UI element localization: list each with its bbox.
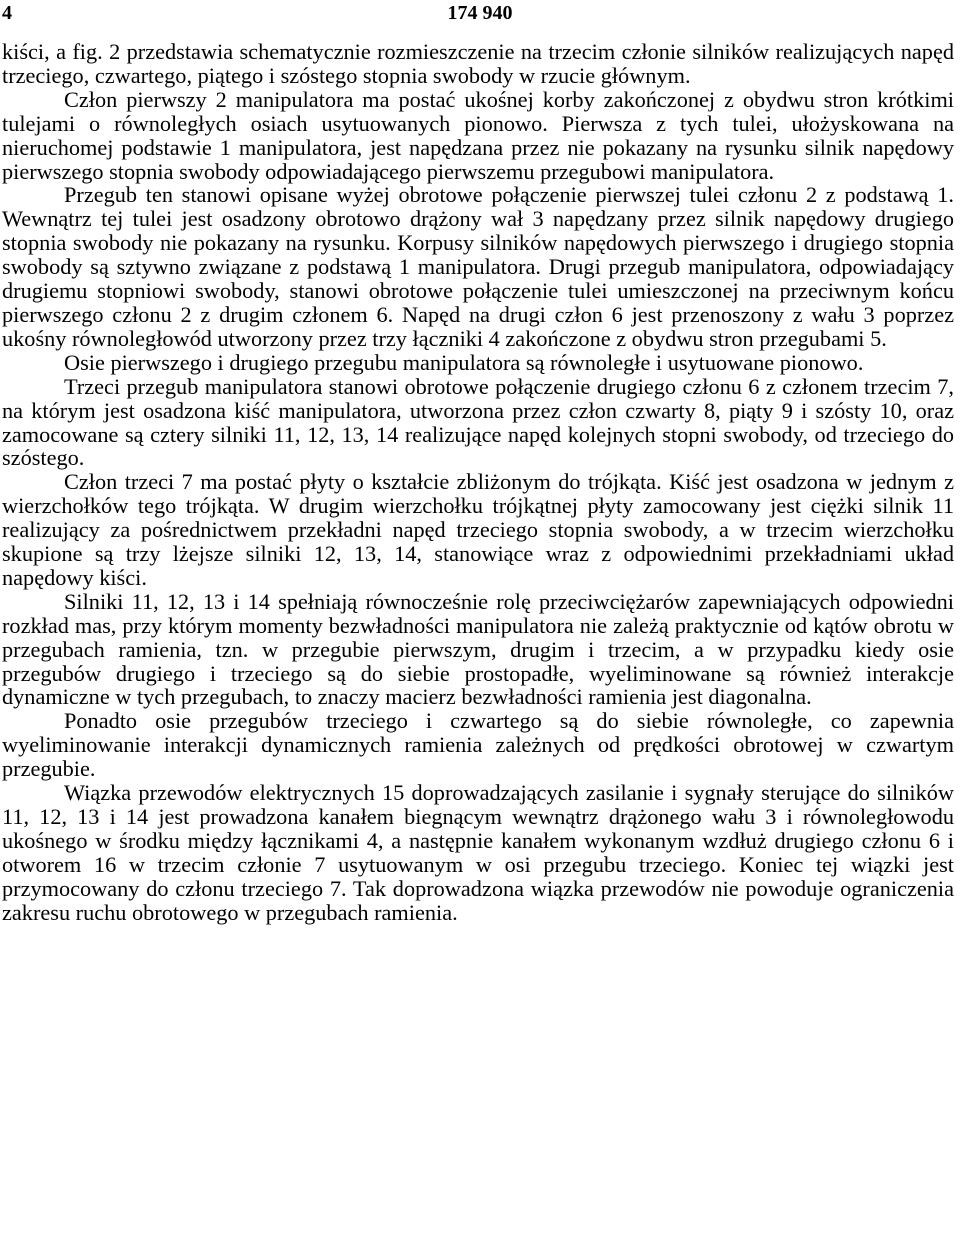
paragraph-2: Człon pierwszy 2 manipulatora ma postać ukośnej korby zakończonej z obydwu stron krótkimi tulejami o równoległych osiach usytuowanych pionowo. Pierwsza z tych tulei, ułożyskowana na nieruchomej podstawie 1 manipulatora, jest napędzana przez nie pokazany na rysunku silnik napędowy pierwszego stopnia swobody odpowiadającego pierwszemu przegubowi manipulatora.: [2, 86, 954, 184]
page-number: 4: [2, 2, 12, 24]
patent-number: 174 940: [447, 2, 513, 24]
paragraph-3: Przegub ten stanowi opisane wyżej obrotowe połączenie pierwszej tulei członu 2 z podstawą 1. Wewnątrz tej tulei jest osadzony obrotowo drążony wał 3 napędzany przez silnik napędowy drugiego stopnia swobody nie pokazany na rysunku. Korpusy silników napędowych pierwszego i drugiego stopnia swobody są sztywno związane z podstawą 1 manipulatora. Drugi przegub manipulatora, odpowiadający drugiemu stopniowi swobody, stanowi obrotowe połączenie tulei umieszczonej na przeciwnym końcu pierwszego członu 2 z drugim członem 6. Napęd na drugi człon 6 jest przenoszony z wału 3 poprzez ukośny równoległowód utworzony przez trzy łączniki 4 zakończone z obydwu stron przegubami 5.: [2, 182, 954, 351]
paragraph-9: Wiązka przewodów elektrycznych 15 doprowadzających zasilanie i sygnały sterujące do silników 11, 12, 13 i 14 jest prowadzona kanałem biegnącym wewnątrz drążonego wału 3 i równoległowodu ukośnego w środku między łącznikami 4, a następnie kanałem wykonanym wzdłuż drugiego członu 6 i otworem 16 w trzecim członie 7 usytuowanym w osi przegubu trzeciego. Koniec tej wiązki jest przymocowany do członu trzeciego 7. Tak doprowadzona wiązka przewodów nie powoduje ograniczenia zakresu ruchu obrotowego w przegubach ramienia.: [2, 780, 954, 925]
page-header: [0, 2, 960, 28]
paragraph-5: Trzeci przegub manipulatora stanowi obrotowe połączenie drugiego członu 6 z członem trzecim 7, na którym jest osadzona kiść manipulatora, utworzona przez człon czwarty 8, piąty 9 i szósty 10, oraz zamocowane są cztery silniki 11, 12, 13, 14 realizujące napęd kolejnych stopni swobody, od trzeciego do szóstego.: [2, 373, 954, 471]
paragraph-8: Ponadto osie przegubów trzeciego i czwartego są do siebie równoległe, co zapewnia wyeliminowanie interakcji dynamicznych ramienia zależnych od prędkości obrotowej w czwartym przegubie.: [2, 708, 954, 782]
body-text: [2, 40, 954, 925]
paragraph-1: kiści, a fig. 2 przedstawia schematycznie rozmieszczenie na trzecim członie silników realizujących napęd trzeciego, czwartego, piątego i szóstego stopnia swobody w rzucie głównym.: [2, 39, 954, 88]
paragraph-6: Człon trzeci 7 ma postać płyty o kształcie zbliżonym do trójkąta. Kiść jest osadzona w jednym z wierzchołków tego trójkąta. W drugim wierzchołku trójkątnej płyty zamocowany jest ciężki silnik 11 realizujący za pośrednictwem przekładni napęd trzeciego stopnia swobody, a w trzecim wierzchołku skupione są trzy lżejsze silniki 12, 13, 14, stanowiące wraz z odpowiednimi przekładniami układ napędowy kiści.: [2, 469, 954, 590]
paragraph-4: Osie pierwszego i drugiego przegubu manipulatora są równoległe i usytuowane pionowo.: [64, 349, 864, 375]
paragraph-7: Silniki 11, 12, 13 i 14 spełniają równocześnie rolę przeciwciężarów zapewniających odpowiedni rozkład mas, przy którym momenty bezwładności manipulatora nie zależą praktycznie od kątów obrotu w przegubach ramienia, tzn. w przegubie pierwszym, drugim i trzecim, a w przypadku kiedy osie przegubów drugiego i trzeciego są do siebie prostopadłe, wyeliminowane są również interakcje dynamiczne w tych przegubach, to znaczy macierz bezwładności ramienia jest diagonalna.: [2, 588, 954, 710]
